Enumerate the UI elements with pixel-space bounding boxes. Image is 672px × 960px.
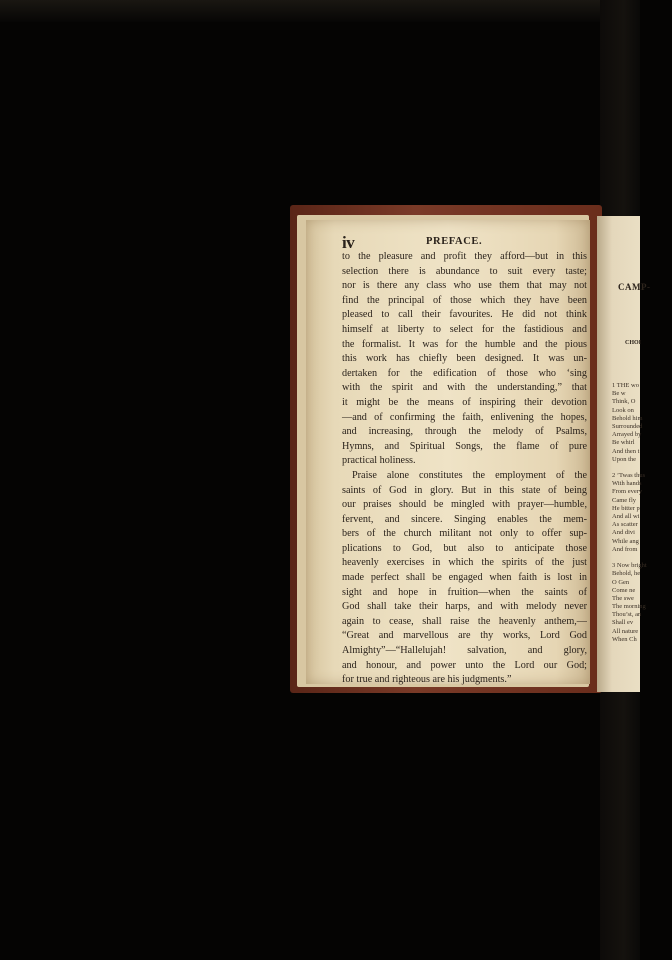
page-number: iv	[342, 233, 355, 252]
facing-page-line: All nature	[612, 627, 639, 635]
preface-body-text	[342, 250, 587, 688]
facing-page-line: With hands	[612, 480, 642, 488]
facing-page-line: Upon the	[612, 455, 637, 463]
text-line: sight and hope in fruition—when the saints of	[342, 586, 587, 598]
facing-page-line: And from	[612, 545, 638, 553]
text-line: heavenly exercises in which the spirits of the just	[342, 557, 587, 569]
facing-page-heading: CAMP-	[618, 282, 651, 292]
text-line: fervent, and sincere. Singing enables the mem-	[342, 513, 587, 525]
text-line: “Great and marvellous are thy works, Lord God	[342, 630, 587, 642]
text-line: find the principal of those which they have been	[342, 294, 587, 306]
facing-page-line: 3 Now bright	[612, 562, 647, 570]
text-line: this work has chiefly been designed. It was un-	[342, 353, 587, 365]
facing-page-line: Come ne	[612, 586, 636, 594]
text-line: again to cease, shall raise the heavenly anthem,—	[342, 615, 587, 627]
text-line: and increasing, through the melody of Psalms,	[342, 426, 587, 438]
facing-page-line: As scatter	[612, 521, 638, 529]
text-line: Praise alone constitutes the employment of the	[352, 469, 587, 481]
text-line: —and of confirming the faith, enlivening the hopes,	[342, 411, 587, 423]
facing-page-line: And all wi	[612, 513, 640, 520]
facing-page-line: Surrounded	[612, 422, 643, 430]
text-line: himself at liberty to select for the fastidious and	[342, 323, 587, 335]
facing-page-line: 1 THE wo	[612, 382, 639, 389]
text-line: pleased to call their favourites. He did not think	[342, 309, 587, 321]
text-line: God shall take their harps, and with melody never	[342, 601, 587, 613]
text-line: with the spirit and with the understanding,” that	[342, 382, 587, 394]
facing-page-text	[612, 382, 672, 644]
facing-page-line: Behold him	[612, 414, 643, 422]
facing-page-line: Shall ev	[612, 619, 634, 627]
text-line: saints of God in glory. But in this state of being	[342, 484, 587, 496]
facing-page-line: Be whirl	[612, 439, 635, 447]
text-line: it might be the means of inspiring their devotion	[342, 396, 587, 408]
facing-page-line	[612, 464, 672, 472]
text-line: to the pleasure and profit they afford—but in this	[342, 251, 587, 262]
facing-page-line: He bitter p	[612, 504, 640, 512]
text-line: Almighty”—“Hallelujah! salvation, and glory,	[342, 645, 587, 657]
facing-page-line: From every	[612, 488, 643, 496]
facing-page-line: Be w	[612, 390, 626, 398]
facing-page-line: And divi	[612, 529, 635, 537]
facing-page-line: Came fly	[612, 496, 637, 504]
text-line: bers of the church militant not only to offer sup-	[342, 528, 587, 540]
facing-page-subheading: CHOI	[625, 340, 642, 346]
text-line: nor is there any class who use them that may not	[342, 280, 587, 292]
text-line: made perfect shall be engaged when faith is lost in	[342, 572, 587, 584]
facing-page-line: Behold, he	[612, 570, 641, 578]
facing-page-line: The morning	[612, 603, 646, 611]
scan-background-top	[0, 0, 640, 22]
page-text-block	[342, 233, 587, 686]
facing-page-line: 2 ’Twas thus	[612, 472, 646, 480]
facing-page	[597, 216, 651, 692]
text-line: practical holiness.	[342, 455, 416, 467]
text-line: Hymns, and Spiritual Songs, the flame of pure	[342, 440, 587, 452]
text-line: and honour, and power unto the Lord our God;	[342, 659, 587, 671]
text-line: the formalist. It was for the humble and the pious	[342, 338, 587, 350]
facing-page-line: And then t	[612, 447, 640, 455]
page-header-title: PREFACE.	[426, 236, 483, 247]
facing-page-line: Thou’st, an	[612, 611, 642, 619]
text-line: selection there is abundance to suit every taste;	[342, 265, 587, 277]
facing-page-line: Arrayed by	[612, 431, 642, 439]
facing-page-line: Look on	[612, 406, 634, 414]
facing-page-line	[612, 554, 672, 562]
text-line: dertaken for the edification of those who ‘sing	[342, 367, 587, 379]
facing-page-line: O Gen	[612, 578, 630, 586]
facing-page-line: While ang	[612, 537, 639, 545]
text-line: our praises should be mingled with prayer—humble,	[342, 499, 587, 511]
text-line: plications to God, but also to anticipate those	[342, 542, 587, 554]
facing-page-line: The swe	[612, 594, 634, 602]
facing-page-line: When Ch	[612, 635, 637, 643]
facing-page-line: Think, O	[612, 398, 636, 406]
text-line: for true and righteous are his judgments.”	[342, 674, 512, 686]
